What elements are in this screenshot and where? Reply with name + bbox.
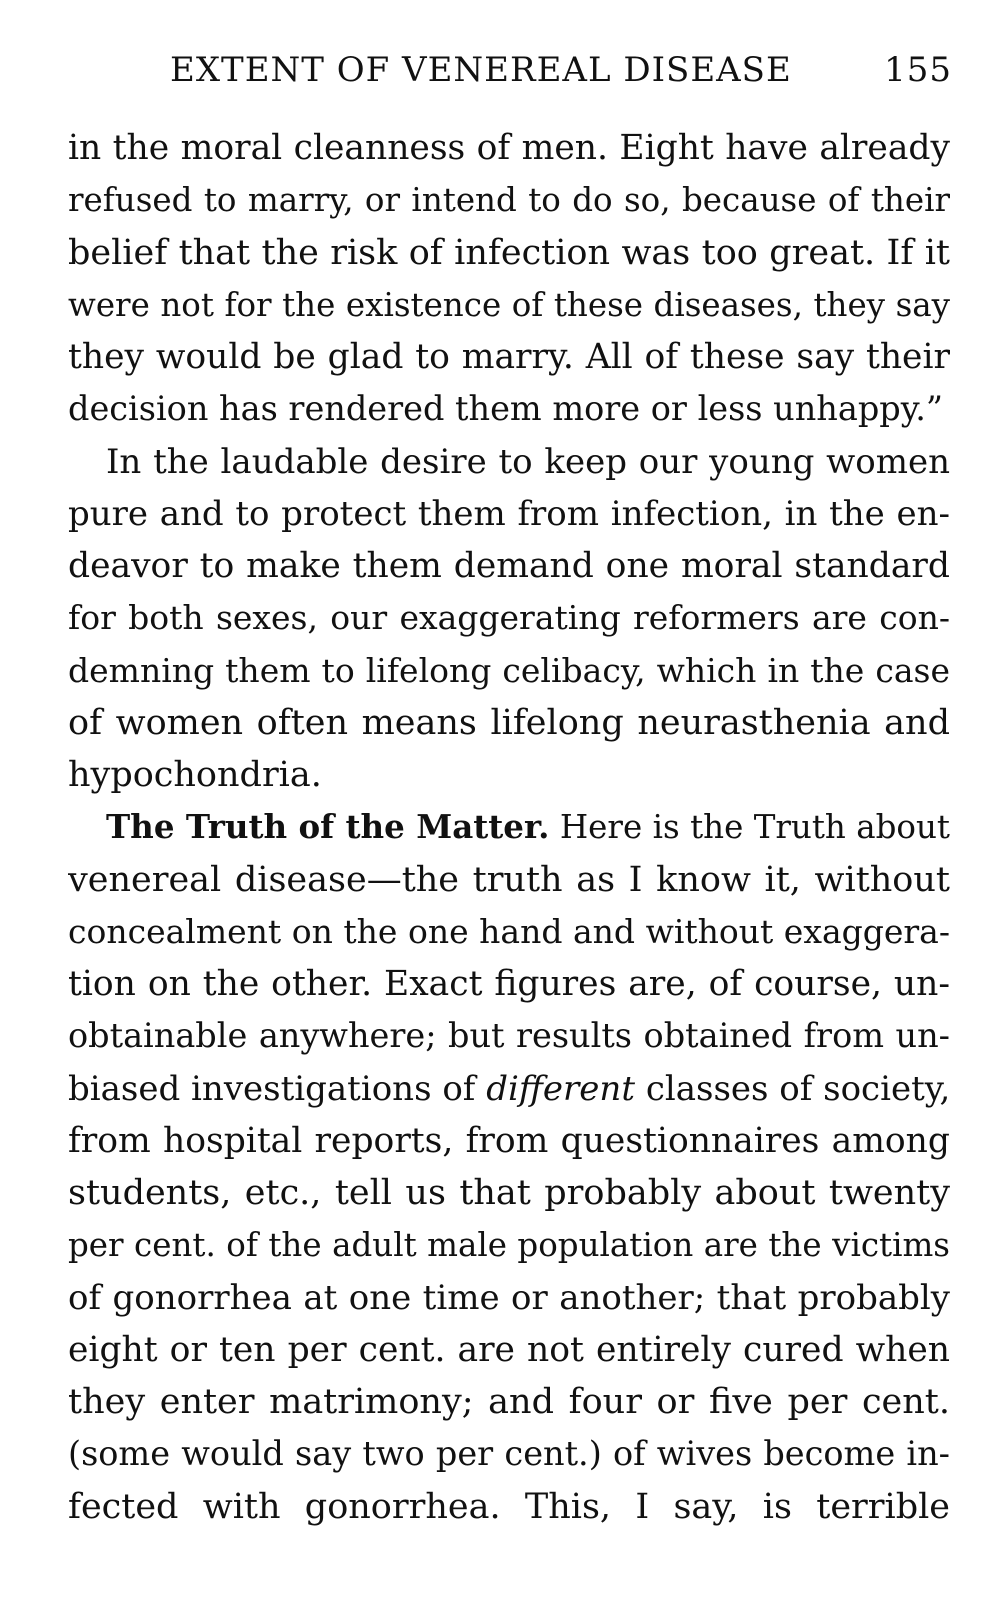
text-line: venereal disease—the truth as I know it, without (68, 859, 950, 900)
text-line: were not for the existence of these diseases, they say (68, 285, 950, 324)
text-line: of gonorrhea at one time or another; that probably (68, 1277, 950, 1318)
text-line: pure and to protect them from infection, in the en- (68, 493, 950, 534)
text-line: students, etc., tell us that probably about twenty (68, 1173, 950, 1213)
text-line: refused to marry, or intend to do so, because of their (68, 181, 950, 220)
text-line: in the moral cleanness of men. Eight have already (68, 128, 950, 168)
text-line: In the laudable desire to keep our young women (106, 441, 950, 482)
text-line: deavor to make them demand one moral standard (68, 546, 950, 586)
text-line (68, 1063, 950, 1115)
text-line: eight or ten per cent. are not entirely cured when (68, 1329, 950, 1370)
text-line-with-heading (68, 801, 950, 853)
running-head (150, 42, 952, 98)
text-line: from hospital reports, from questionnaires among (68, 1120, 950, 1161)
text-line: they enter matrimony; and four or five per cent. (68, 1382, 950, 1422)
text-fragment: Here is the Truth about (559, 808, 950, 847)
text-line: obtainable anywhere; but results obtained from un- (68, 1016, 950, 1056)
section-heading: The Truth of the Matter. (106, 807, 550, 847)
text-fragment: classes of society, (645, 1068, 950, 1109)
text-line: fected with gonorrhea. This, I say, is terrible (68, 1486, 950, 1527)
text-line: concealment on the one hand and without exaggera- (68, 911, 950, 951)
text-line: belief that the risk of infection was too great. If it (68, 232, 950, 273)
text-line: they would be glad to marry. All of these say their (68, 337, 950, 377)
text-fragment: biased investigations of (68, 1068, 476, 1109)
page-number: 155 (884, 50, 952, 90)
text-line: for both sexes, our exaggerating reformers are con- (68, 598, 950, 638)
text-line: demning them to lifelong celibacy, which in the case (68, 650, 950, 690)
text-line: decision has rendered them more or less unhappy.” (68, 389, 943, 429)
emphasized-word: different (486, 1068, 635, 1109)
running-title: EXTENT OF VENEREAL DISEASE (170, 50, 792, 90)
text-line: per cent. of the adult male population are the victims (68, 1226, 950, 1265)
text-line: hypochondria. (68, 755, 322, 795)
text-line: of women often means lifelong neurasthenia and (68, 702, 950, 743)
text-line: (some would say two per cent.) of wives become in- (68, 1434, 950, 1474)
text-line: tion on the other. Exact figures are, of course, un- (68, 964, 950, 1004)
body-text (68, 122, 950, 1533)
